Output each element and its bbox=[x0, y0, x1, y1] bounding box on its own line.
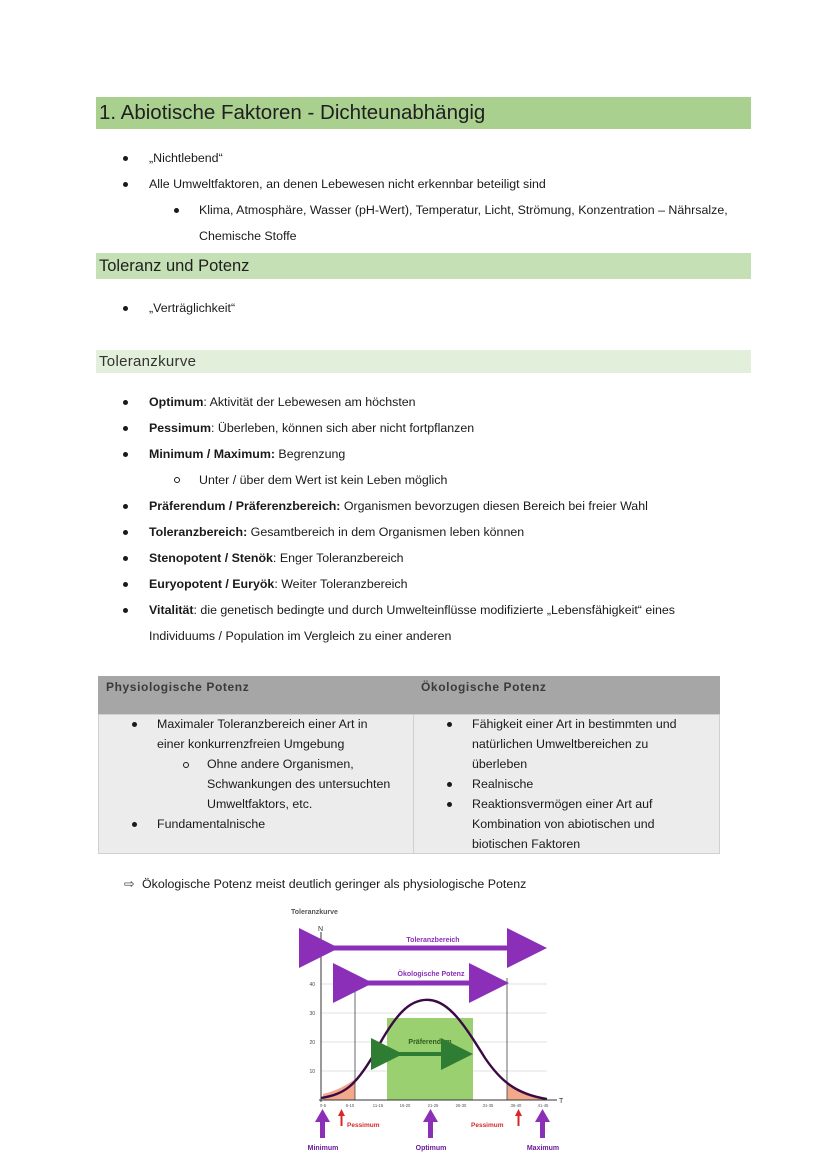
term: Optimum bbox=[149, 395, 204, 409]
separator: : bbox=[274, 577, 278, 591]
definition-text: Überleben, können sich aber nicht fortpflanzen bbox=[214, 421, 475, 435]
definition-toleranzbereich bbox=[149, 524, 524, 540]
potenz-table-header bbox=[98, 676, 720, 714]
definition-continuation: Individuums / Population im Vergleich zu einer anderen bbox=[149, 629, 452, 643]
x-tick: 41-45 bbox=[537, 1103, 549, 1108]
bullet bbox=[447, 722, 452, 727]
definition-stenopotent bbox=[149, 550, 404, 566]
x-axis-label: T bbox=[559, 1098, 564, 1105]
y-tick: 10 bbox=[309, 1069, 315, 1075]
x-tick: 31-35 bbox=[482, 1103, 494, 1108]
hollow-arrow-icon: ⇨ bbox=[124, 877, 135, 891]
x-tick: 16-20 bbox=[399, 1103, 411, 1108]
sub-bullet bbox=[174, 477, 180, 483]
definition-text: die genetisch bedingte und durch Umwelteinflüsse modifizierte „Lebensfähigkeit“ eines bbox=[196, 603, 675, 617]
term: Toleranzbereich: bbox=[149, 525, 248, 539]
sub-list-item: Unter / über dem Wert ist kein Leben möglich bbox=[199, 473, 448, 487]
bullet bbox=[123, 556, 128, 561]
bullet bbox=[123, 530, 128, 535]
bullet bbox=[123, 452, 128, 457]
bullet bbox=[123, 504, 128, 509]
list-item-continuation: Chemische Stoffe bbox=[199, 229, 297, 243]
heading-toleranzkurve: Toleranzkurve bbox=[96, 350, 751, 373]
definition-euryopotent bbox=[149, 576, 407, 592]
term: Minimum / Maximum: bbox=[149, 447, 275, 461]
table-cell-line: Fähigkeit einer Art in bestimmten und bbox=[472, 717, 677, 731]
bullet bbox=[123, 400, 128, 405]
bullet bbox=[132, 722, 137, 727]
x-tick: 11-15 bbox=[372, 1103, 384, 1108]
table-column-divider bbox=[413, 714, 414, 854]
definition-text: Aktivität der Lebewesen am höchsten bbox=[206, 395, 416, 409]
maximum-up-arrow bbox=[535, 1109, 550, 1138]
table-cell-line: Realnische bbox=[472, 777, 534, 791]
x-tick: 0-5 bbox=[319, 1103, 327, 1108]
separator: : bbox=[193, 603, 197, 617]
bullet bbox=[123, 608, 128, 613]
x-ticks bbox=[320, 1103, 549, 1108]
bullet bbox=[123, 156, 128, 161]
definition-minimum-maximum bbox=[149, 446, 345, 462]
pessimum-left-arrow bbox=[338, 1109, 345, 1126]
term: Pessimum bbox=[149, 421, 211, 435]
label-maximum: Maximum bbox=[526, 1145, 560, 1152]
definition-text: Enger Toleranzbereich bbox=[276, 551, 404, 565]
separator: : bbox=[203, 395, 207, 409]
y-axis-label: N bbox=[318, 926, 324, 933]
definition-vitalitaet bbox=[149, 602, 675, 618]
praeferendum-area bbox=[387, 1018, 473, 1100]
list-item: „Nichtlebend“ bbox=[149, 151, 223, 165]
x-tick: 26-30 bbox=[455, 1103, 467, 1108]
label-oekologische-potenz: Ökologische Potenz bbox=[397, 971, 465, 978]
label-praeferendum: Präferendum bbox=[408, 1039, 452, 1046]
label-toleranzbereich: Toleranzbereich bbox=[406, 937, 460, 944]
list-item: „Verträglichkeit“ bbox=[149, 301, 236, 315]
term: Stenopotent / Stenök bbox=[149, 551, 273, 565]
sub-bullet bbox=[183, 762, 189, 768]
bullet bbox=[447, 802, 452, 807]
table-cell-line: Umweltfaktors, etc. bbox=[207, 797, 313, 811]
table-cell-line: überleben bbox=[472, 757, 528, 771]
x-tick: 21-25 bbox=[427, 1103, 439, 1108]
y-tick: 20 bbox=[309, 1040, 315, 1046]
list-item: Klima, Atmosphäre, Wasser (pH-Wert), Temperatur, Licht, Strömung, Konzentration – Nährsalze, bbox=[199, 203, 728, 217]
optimum-up-arrow bbox=[423, 1109, 438, 1138]
table-cell-line: biotischen Faktoren bbox=[472, 837, 581, 851]
bullet bbox=[123, 182, 128, 187]
heading-toleranz-und-potenz: Toleranz und Potenz bbox=[96, 253, 751, 279]
list-item: Alle Umweltfaktoren, an denen Lebewesen nicht erkennbar beteiligt sind bbox=[149, 177, 546, 191]
table-cell-line: natürlichen Umweltbereichen zu bbox=[472, 737, 649, 751]
definition-text: Organismen bevorzugen diesen Bereich bei freier Wahl bbox=[340, 499, 648, 513]
definition-praeferendum bbox=[149, 498, 648, 514]
minimum-up-arrow bbox=[315, 1109, 330, 1138]
y-tick: 30 bbox=[309, 1011, 315, 1017]
table-cell-line: Fundamentalnische bbox=[157, 817, 266, 831]
term: Euryopotent / Euryök bbox=[149, 577, 275, 591]
separator: : bbox=[272, 551, 277, 565]
bullet bbox=[132, 822, 137, 827]
definition-optimum bbox=[149, 394, 416, 410]
bullet bbox=[447, 782, 452, 787]
table-cell-line: Kombination von abiotischen und bbox=[472, 817, 655, 831]
figure-title: Toleranzkurve bbox=[291, 909, 338, 916]
table-cell-line: Ohne andere Organismen, bbox=[207, 757, 354, 771]
heading-abiotische-faktoren: 1. Abiotische Faktoren - Dichteunabhängig bbox=[96, 97, 751, 129]
pessimum-right-arrow bbox=[515, 1109, 522, 1126]
bullet bbox=[123, 426, 128, 431]
header-physiologische-potenz: Physiologische Potenz bbox=[106, 680, 250, 694]
definition-text: Begrenzung bbox=[274, 447, 346, 461]
conclusion-text: Ökologische Potenz meist deutlich geringer als physiologische Potenz bbox=[142, 877, 527, 891]
table-cell-line: Maximaler Toleranzbereich einer Art in bbox=[157, 717, 368, 731]
separator: : bbox=[210, 421, 215, 435]
conclusion-note bbox=[124, 876, 526, 892]
definition-pessimum bbox=[149, 420, 474, 436]
label-pessimum-right: Pessimum bbox=[471, 1122, 504, 1129]
term: Vitalität bbox=[149, 603, 194, 617]
table-cell-line: Reaktionsvermögen einer Art auf bbox=[472, 797, 653, 811]
toleranzkurve-diagram bbox=[285, 906, 575, 1156]
bullet bbox=[174, 208, 179, 213]
bullet bbox=[123, 582, 128, 587]
header-oekologische-potenz: Ökologische Potenz bbox=[421, 680, 547, 694]
x-tick: 36-40 bbox=[510, 1103, 522, 1108]
y-tick: 40 bbox=[309, 982, 315, 988]
label-pessimum-left: Pessimum bbox=[347, 1122, 380, 1129]
table-cell-line: einer konkurrenzfreien Umgebung bbox=[157, 737, 345, 751]
definition-text: Weiter Toleranzbereich bbox=[277, 577, 408, 591]
term: Präferendum / Präferenzbereich: bbox=[149, 499, 341, 513]
label-minimum: Minimum bbox=[307, 1145, 339, 1152]
definition-text: Gesamtbereich in dem Organismen leben können bbox=[247, 525, 525, 539]
table-cell-line: Schwankungen des untersuchten bbox=[207, 777, 391, 791]
label-optimum: Optimum bbox=[415, 1145, 447, 1152]
bullet bbox=[123, 306, 128, 311]
x-tick: 6-10 bbox=[345, 1103, 355, 1108]
